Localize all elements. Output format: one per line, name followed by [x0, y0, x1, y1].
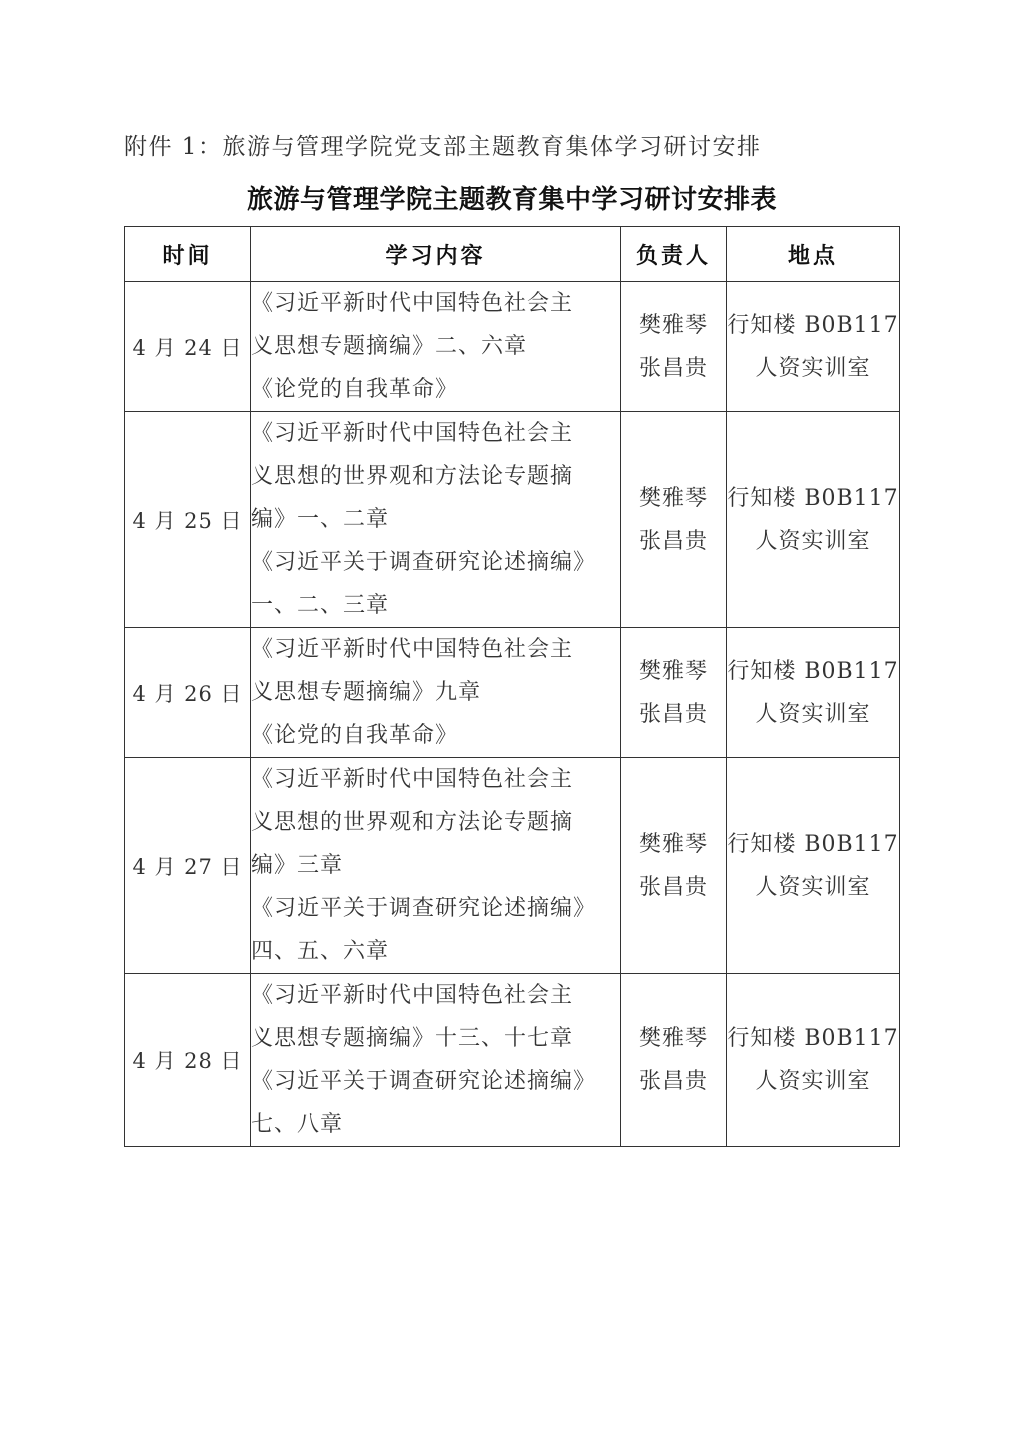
person-cell [621, 628, 727, 758]
attachment-line: 附件 1：旅游与管理学院党支部主题教育集体学习研讨安排 [124, 134, 762, 160]
place-cell [727, 412, 900, 628]
person-cell [621, 412, 727, 628]
date-cell: 4 月 28 日 [125, 974, 251, 1147]
place-cell [727, 282, 900, 412]
content-cell [251, 412, 621, 628]
content-cell [251, 974, 621, 1147]
date-cell: 4 月 26 日 [125, 628, 251, 758]
content-line: 七、八章 [251, 1112, 344, 1137]
person-name: 樊雅琴 [638, 485, 708, 511]
content-line: 义思想的世界观和方法论专题摘 [251, 810, 574, 835]
person-name: 樊雅琴 [638, 658, 708, 684]
place-building: 行知楼 B0B117 [727, 485, 899, 511]
person-cell [621, 758, 727, 974]
content-line: 义思想专题摘编》九章 [251, 680, 482, 705]
place-room: 人资实训室 [755, 355, 871, 381]
content-line: 《习近平新时代中国特色社会主 [251, 767, 574, 792]
content-line: 《习近平新时代中国特色社会主 [251, 421, 574, 446]
table-row [125, 282, 900, 412]
content-line: 《习近平新时代中国特色社会主 [251, 637, 574, 662]
date-cell: 4 月 27 日 [125, 758, 251, 974]
person-cell [621, 974, 727, 1147]
person-name: 张昌贵 [638, 1069, 708, 1094]
place-building: 行知楼 B0B117 [727, 658, 899, 684]
content-line: 《习近平关于调查研究论述摘编》 [251, 896, 597, 921]
content-line: 编》一、二章 [251, 507, 390, 532]
place-cell [727, 974, 900, 1147]
content-line: 一、二、三章 [251, 593, 390, 618]
person-name: 张昌贵 [638, 874, 708, 900]
content-cell [251, 628, 621, 758]
page-title: 旅游与管理学院主题教育集中学习研讨安排表 [246, 185, 777, 215]
place-cell [727, 758, 900, 974]
date-cell: 4 月 25 日 [125, 412, 251, 628]
content-line: 《习近平新时代中国特色社会主 [251, 983, 574, 1008]
person-name: 樊雅琴 [638, 1026, 708, 1051]
header-content: 学习内容 [251, 227, 621, 282]
content-cell [251, 282, 621, 412]
table-row [125, 974, 900, 1147]
place-room: 人资实训室 [755, 874, 871, 900]
person-name: 樊雅琴 [638, 312, 708, 338]
place-room: 人资实训室 [755, 528, 871, 554]
content-line: 《习近平新时代中国特色社会主 [251, 291, 574, 316]
table-row [125, 758, 900, 974]
person-name: 张昌贵 [638, 701, 708, 727]
header-time: 时间 [125, 227, 251, 282]
header-person: 负责人 [621, 227, 727, 282]
schedule-table [124, 226, 900, 1147]
content-line: 《习近平关于调查研究论述摘编》 [251, 1069, 597, 1094]
place-room: 人资实训室 [755, 701, 871, 727]
table-row [125, 412, 900, 628]
content-line: 义思想的世界观和方法论专题摘 [251, 464, 574, 489]
place-cell [727, 628, 900, 758]
place-building: 行知楼 B0B117 [727, 312, 899, 338]
place-room: 人资实训室 [755, 1069, 871, 1094]
content-line: 《论党的自我革命》 [251, 377, 459, 402]
content-line: 四、五、六章 [251, 939, 390, 964]
table-row [125, 628, 900, 758]
content-line: 义思想专题摘编》十三、十七章 [251, 1026, 574, 1051]
content-line: 编》三章 [251, 853, 344, 878]
header-row [125, 227, 900, 282]
content-line: 《论党的自我革命》 [251, 723, 459, 748]
date-cell: 4 月 24 日 [125, 282, 251, 412]
person-name: 张昌贵 [638, 528, 708, 554]
header-place: 地点 [727, 227, 900, 282]
content-line: 义思想专题摘编》二、六章 [251, 334, 528, 359]
person-cell [621, 282, 727, 412]
person-name: 樊雅琴 [638, 831, 708, 857]
content-line: 《习近平关于调查研究论述摘编》 [251, 550, 597, 575]
content-cell [251, 758, 621, 974]
place-building: 行知楼 B0B117 [727, 1026, 899, 1051]
person-name: 张昌贵 [638, 355, 708, 381]
place-building: 行知楼 B0B117 [727, 831, 899, 857]
